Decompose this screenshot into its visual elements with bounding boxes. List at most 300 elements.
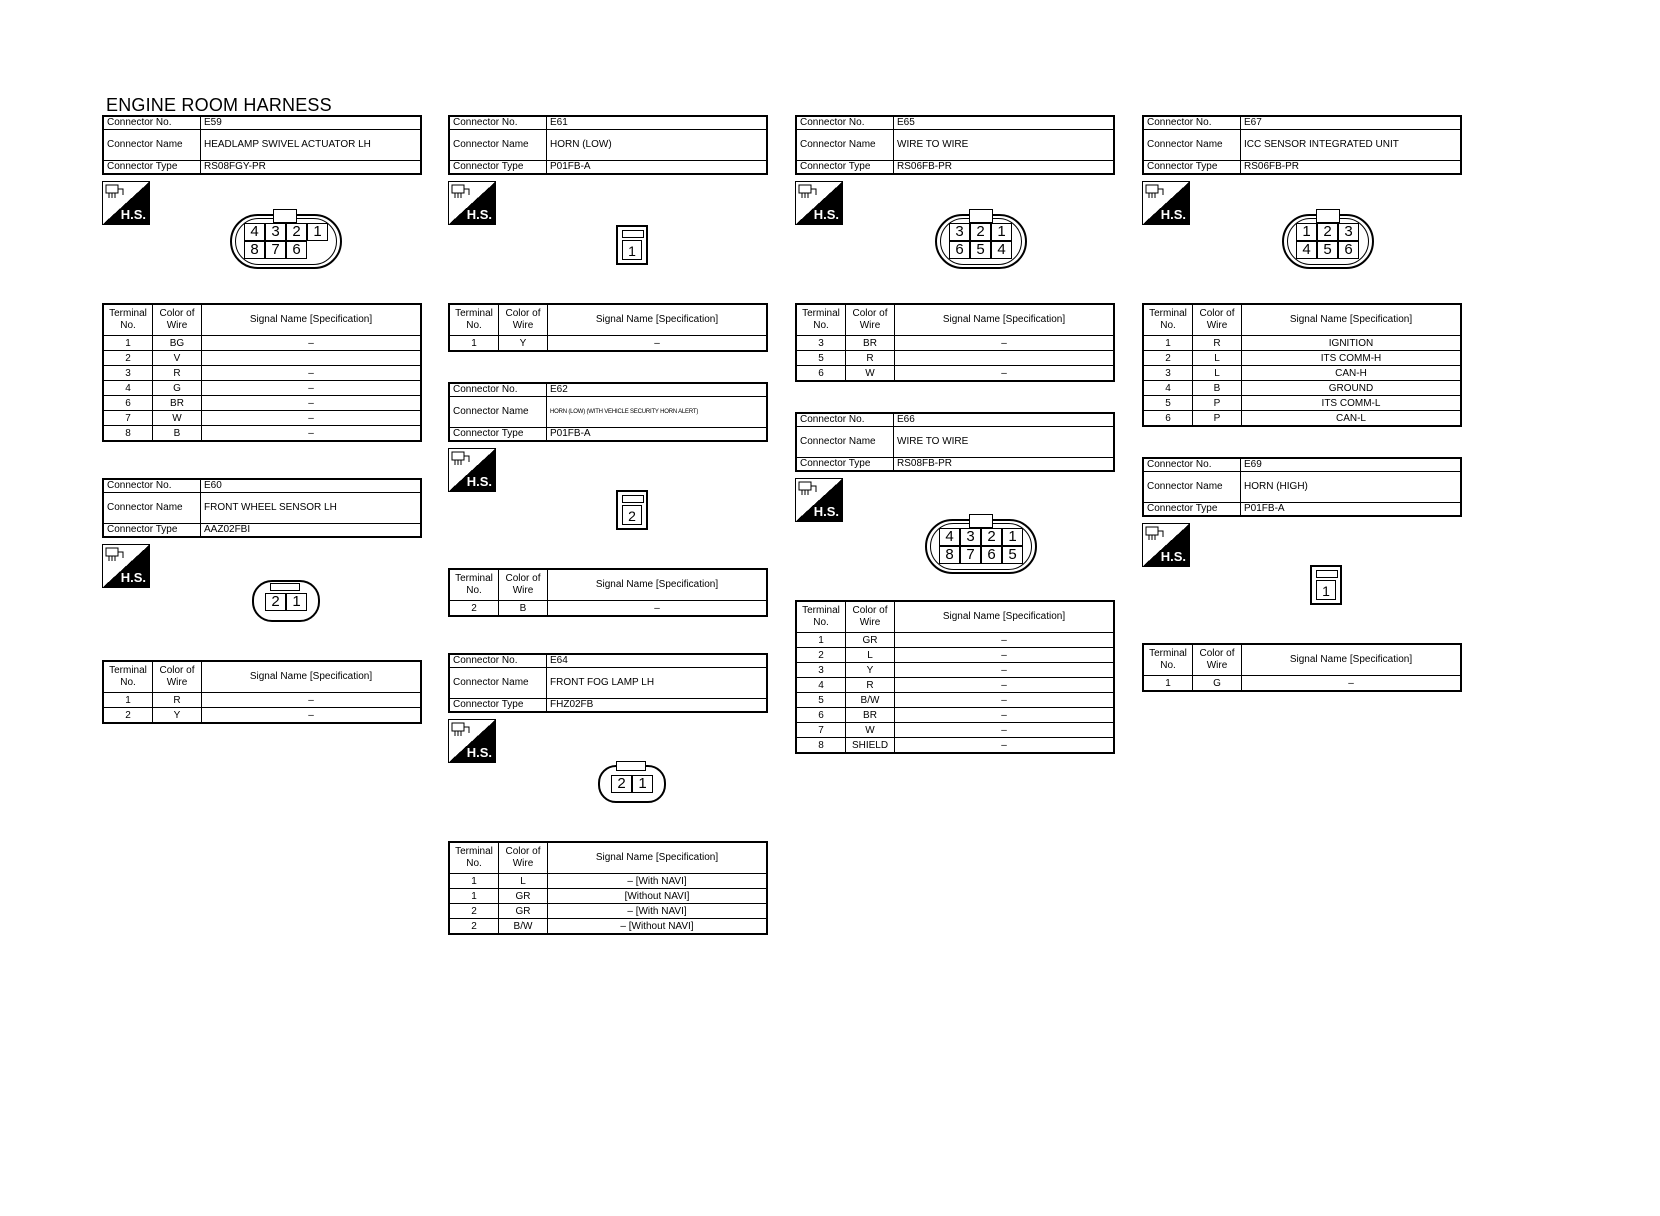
connector-info-e67: [1142, 115, 1462, 175]
label-connector-name: Connector Name: [1143, 472, 1241, 503]
pin: 4: [991, 241, 1012, 259]
pin: 5: [970, 241, 991, 259]
label-connector-type: Connector Type: [449, 699, 547, 713]
hs-label: H.S.: [813, 207, 839, 222]
signal-name: –: [202, 411, 422, 426]
header-signal-name: Signal Name [Specification]: [895, 601, 1115, 633]
terminal-table-e59: [102, 303, 422, 442]
connector-name: HORN (HIGH): [1241, 472, 1462, 503]
connector-symbol-icon: [451, 450, 471, 468]
pin: 4: [244, 223, 265, 241]
terminal-table-e61: [448, 303, 768, 352]
terminal-no: 1: [1143, 336, 1193, 351]
wire-color: R: [846, 678, 895, 693]
signal-name: –: [895, 678, 1115, 693]
wire-color: R: [153, 693, 202, 708]
signal-name: –: [548, 601, 768, 617]
column-2: [448, 115, 768, 935]
label-connector-name: Connector Name: [103, 493, 201, 524]
wire-color: P: [1193, 411, 1242, 427]
label-connector-no: Connector No.: [449, 383, 547, 397]
wire-color: GR: [846, 633, 895, 648]
signal-name: ITS COMM-L: [1242, 396, 1462, 411]
label-connector-name: Connector Name: [103, 130, 201, 161]
terminal-no: 7: [796, 723, 846, 738]
connector-type: P01FB-A: [547, 161, 768, 175]
label-connector-type: Connector Type: [449, 428, 547, 442]
table-row: [449, 874, 767, 889]
connector-block-e66: [795, 412, 1115, 754]
signal-name: –: [895, 738, 1115, 754]
table-row: [1143, 351, 1461, 366]
terminal-no: 8: [103, 426, 153, 442]
pin: 6: [286, 241, 307, 259]
signal-name: –: [202, 693, 422, 708]
table-row: [103, 351, 421, 366]
table-row: [103, 426, 421, 442]
connector-diagram-e66: [925, 514, 1037, 574]
pin: 4: [1296, 241, 1317, 259]
column-4: [1142, 115, 1462, 692]
label-connector-name: Connector Name: [1143, 130, 1241, 161]
terminal-no: 4: [796, 678, 846, 693]
pin: 2: [265, 593, 286, 611]
terminal-no: 5: [796, 693, 846, 708]
connector-block-e61: [448, 115, 768, 352]
header-color-of-wire: Color of Wire: [153, 661, 202, 693]
pin: 1: [632, 775, 653, 793]
signal-name: –: [202, 366, 422, 381]
pin: 3: [1338, 223, 1359, 241]
connector-name: HORN (LOW): [547, 130, 768, 161]
table-row: [449, 889, 767, 904]
connector-diagram-e64: [598, 761, 666, 803]
terminal-no: 5: [796, 351, 846, 366]
terminal-no: 2: [449, 919, 499, 935]
signal-name: –: [548, 336, 768, 352]
hs-badge: [102, 181, 150, 225]
wire-color: W: [153, 411, 202, 426]
terminal-no: 3: [796, 663, 846, 678]
label-connector-type: Connector Type: [1143, 161, 1241, 175]
table-row: [449, 919, 767, 935]
connector-type: RS08FB-PR: [894, 458, 1115, 472]
connector-info-e64: [448, 653, 768, 713]
connector-name: HEADLAMP SWIVEL ACTUATOR LH: [201, 130, 422, 161]
signal-name: GROUND: [1242, 381, 1462, 396]
label-connector-no: Connector No.: [796, 116, 894, 130]
connector-diagram-e62: [616, 490, 648, 530]
connector-info-e65: [795, 115, 1115, 175]
wire-color: R: [1193, 336, 1242, 351]
terminal-no: 8: [796, 738, 846, 754]
wire-color: P: [1193, 396, 1242, 411]
connector-no: E66: [894, 413, 1115, 427]
connector-block-e59: [102, 115, 422, 442]
label-connector-no: Connector No.: [449, 654, 547, 668]
header-signal-name: Signal Name [Specification]: [1242, 644, 1462, 676]
connector-diagram-e60: [252, 580, 320, 622]
table-row: [1143, 676, 1461, 692]
pin: 6: [1338, 241, 1359, 259]
header-signal-name: Signal Name [Specification]: [548, 842, 768, 874]
connector-latch: [969, 209, 993, 223]
pin: 2: [622, 505, 642, 525]
label-connector-no: Connector No.: [103, 116, 201, 130]
connector-latch: [1316, 570, 1338, 578]
terminal-no: 2: [1143, 351, 1193, 366]
terminal-no: 6: [796, 366, 846, 382]
connector-type: P01FB-A: [547, 428, 768, 442]
connector-latch: [622, 495, 644, 503]
terminal-table-e66: [795, 600, 1115, 754]
connector-symbol-icon: [105, 546, 125, 564]
table-row: [449, 904, 767, 919]
connector-latch: [622, 230, 644, 238]
pin: 2: [981, 528, 1002, 546]
connector-info-e69: [1142, 457, 1462, 517]
table-row: [796, 708, 1114, 723]
connector-no: E64: [547, 654, 768, 668]
wire-color: B/W: [499, 919, 548, 935]
terminal-no: 2: [449, 904, 499, 919]
signal-name: –: [895, 723, 1115, 738]
signal-name: – [With NAVI]: [548, 874, 768, 889]
signal-name: [895, 351, 1115, 366]
wire-color: B/W: [846, 693, 895, 708]
terminal-no: 1: [103, 336, 153, 351]
signal-name: –: [202, 708, 422, 724]
terminal-table-e60: [102, 660, 422, 724]
connector-name: FRONT FOG LAMP LH: [547, 668, 768, 699]
label-connector-no: Connector No.: [796, 413, 894, 427]
table-row: [796, 648, 1114, 663]
pin: 2: [611, 775, 632, 793]
pin: 5: [1317, 241, 1338, 259]
header-terminal-no: Terminal No.: [449, 842, 499, 874]
signal-name: –: [895, 693, 1115, 708]
table-row: [103, 396, 421, 411]
label-connector-type: Connector Type: [449, 161, 547, 175]
terminal-no: 6: [796, 708, 846, 723]
wire-color: L: [846, 648, 895, 663]
signal-name: –: [202, 426, 422, 442]
connector-block-e65: [795, 115, 1115, 382]
signal-name: CAN-L: [1242, 411, 1462, 427]
terminal-no: 3: [796, 336, 846, 351]
wire-color: V: [153, 351, 202, 366]
header-color-of-wire: Color of Wire: [846, 601, 895, 633]
connector-latch: [616, 761, 646, 771]
column-1: [102, 115, 422, 724]
connector-name: WIRE TO WIRE: [894, 130, 1115, 161]
pin: 8: [939, 546, 960, 564]
pin: 2: [970, 223, 991, 241]
label-connector-name: Connector Name: [796, 427, 894, 458]
header-signal-name: Signal Name [Specification]: [202, 661, 422, 693]
pin: 3: [960, 528, 981, 546]
wire-color: W: [846, 723, 895, 738]
connector-type: FHZ02FB: [547, 699, 768, 713]
connector-info-e59: [102, 115, 422, 175]
hs-badge: [448, 719, 496, 763]
header-terminal-no: Terminal No.: [1143, 304, 1193, 336]
table-row: [103, 381, 421, 396]
signal-name: –: [1242, 676, 1462, 692]
pin: 1: [286, 593, 307, 611]
pin: 2: [1317, 223, 1338, 241]
label-connector-type: Connector Type: [796, 458, 894, 472]
connector-type: RS06FB-PR: [1241, 161, 1462, 175]
connector-block-e60: [102, 478, 422, 724]
header-signal-name: Signal Name [Specification]: [548, 569, 768, 601]
header-terminal-no: Terminal No.: [103, 304, 153, 336]
connector-info-e62: [448, 382, 768, 442]
connector-latch: [969, 514, 993, 528]
pin: 3: [265, 223, 286, 241]
signal-name: – [Without NAVI]: [548, 919, 768, 935]
connector-name: HORN (LOW) (WITH VEHICLE SECURITY HORN ALERT): [547, 397, 768, 428]
table-row: [796, 336, 1114, 351]
connector-symbol-icon: [451, 183, 471, 201]
pin: 1: [622, 240, 642, 260]
signal-name: –: [895, 648, 1115, 663]
connector-latch: [270, 583, 300, 591]
pin: 3: [949, 223, 970, 241]
connector-symbol-icon: [1145, 183, 1165, 201]
signal-name: IGNITION: [1242, 336, 1462, 351]
terminal-no: 1: [1143, 676, 1193, 692]
header-terminal-no: Terminal No.: [796, 601, 846, 633]
connector-diagram-e59: [230, 209, 342, 269]
connector-symbol-icon: [798, 480, 818, 498]
pin: 7: [960, 546, 981, 564]
header-terminal-no: Terminal No.: [796, 304, 846, 336]
label-connector-no: Connector No.: [449, 116, 547, 130]
wire-color: BR: [846, 336, 895, 351]
wire-color: R: [153, 366, 202, 381]
table-row: [1143, 396, 1461, 411]
signal-name: –: [895, 708, 1115, 723]
page-title: ENGINE ROOM HARNESS: [106, 95, 332, 115]
wire-color: SHIELD: [846, 738, 895, 754]
connector-symbol-icon: [1145, 525, 1165, 543]
terminal-no: 3: [1143, 366, 1193, 381]
signal-name: –: [202, 381, 422, 396]
signal-name: –: [895, 336, 1115, 351]
label-connector-type: Connector Type: [103, 524, 201, 538]
terminal-no: 2: [103, 351, 153, 366]
connector-no: E67: [1241, 116, 1462, 130]
column-3: [795, 115, 1115, 754]
label-connector-no: Connector No.: [1143, 116, 1241, 130]
wire-color: B: [1193, 381, 1242, 396]
wire-color: R: [846, 351, 895, 366]
connector-info-e60: [102, 478, 422, 538]
label-connector-name: Connector Name: [449, 130, 547, 161]
pin: 6: [949, 241, 970, 259]
connector-type: RS08FGY-PR: [201, 161, 422, 175]
hs-badge: [795, 478, 843, 522]
connector-block-e64: [448, 653, 768, 935]
wire-color: Y: [153, 708, 202, 724]
connector-diagram-e65: [935, 209, 1027, 269]
connector-no: E69: [1241, 458, 1462, 472]
wire-color: L: [1193, 351, 1242, 366]
hs-badge: [448, 181, 496, 225]
terminal-no: 1: [449, 889, 499, 904]
connector-diagram-e67: [1282, 209, 1374, 269]
header-terminal-no: Terminal No.: [103, 661, 153, 693]
header-signal-name: Signal Name [Specification]: [202, 304, 422, 336]
signal-name: –: [895, 366, 1115, 382]
signal-name: [Without NAVI]: [548, 889, 768, 904]
header-color-of-wire: Color of Wire: [1193, 644, 1242, 676]
pin: 4: [939, 528, 960, 546]
terminal-table-e67: [1142, 303, 1462, 427]
header-signal-name: Signal Name [Specification]: [1242, 304, 1462, 336]
signal-name: ITS COMM-H: [1242, 351, 1462, 366]
connector-block-e67: [1142, 115, 1462, 427]
label-connector-no: Connector No.: [1143, 458, 1241, 472]
signal-name: –: [895, 633, 1115, 648]
label-connector-name: Connector Name: [449, 668, 547, 699]
wire-color: GR: [499, 904, 548, 919]
hs-label: H.S.: [120, 570, 146, 585]
pin: 6: [981, 546, 1002, 564]
connector-type: P01FB-A: [1241, 503, 1462, 517]
wire-color: L: [1193, 366, 1242, 381]
label-connector-name: Connector Name: [449, 397, 547, 428]
hs-badge: [795, 181, 843, 225]
hs-label: H.S.: [466, 474, 492, 489]
connector-type: AAZ02FBI: [201, 524, 422, 538]
terminal-no: 7: [103, 411, 153, 426]
signal-name: –: [202, 396, 422, 411]
connector-name: FRONT WHEEL SENSOR LH: [201, 493, 422, 524]
wire-color: BG: [153, 336, 202, 351]
table-row: [796, 663, 1114, 678]
wire-color: B: [499, 601, 548, 617]
header-terminal-no: Terminal No.: [449, 304, 499, 336]
table-row: [1143, 381, 1461, 396]
table-row: [796, 633, 1114, 648]
connector-info-e61: [448, 115, 768, 175]
header-color-of-wire: Color of Wire: [1193, 304, 1242, 336]
hs-badge: [1142, 523, 1190, 567]
pin: 2: [286, 223, 307, 241]
hs-label: H.S.: [1160, 207, 1186, 222]
terminal-no: 1: [796, 633, 846, 648]
wire-color: Y: [499, 336, 548, 352]
wire-color: Y: [846, 663, 895, 678]
wire-color: BR: [846, 708, 895, 723]
header-color-of-wire: Color of Wire: [499, 569, 548, 601]
connector-block-e62: [448, 382, 768, 617]
hs-label: H.S.: [1160, 549, 1186, 564]
wire-color: W: [846, 366, 895, 382]
header-color-of-wire: Color of Wire: [499, 304, 548, 336]
terminal-no: 6: [103, 396, 153, 411]
connector-latch: [273, 209, 297, 223]
wire-color: B: [153, 426, 202, 442]
header-terminal-no: Terminal No.: [1143, 644, 1193, 676]
table-row: [103, 366, 421, 381]
pin: 8: [244, 241, 265, 259]
signal-name: – [With NAVI]: [548, 904, 768, 919]
connector-no: E65: [894, 116, 1115, 130]
terminal-table-e62: [448, 568, 768, 617]
pin: 7: [265, 241, 286, 259]
table-row: [796, 678, 1114, 693]
terminal-no: 6: [1143, 411, 1193, 427]
connector-symbol-icon: [798, 183, 818, 201]
signal-name: –: [895, 663, 1115, 678]
header-signal-name: Signal Name [Specification]: [548, 304, 768, 336]
terminal-no: 2: [103, 708, 153, 724]
label-connector-name: Connector Name: [796, 130, 894, 161]
connector-symbol-icon: [451, 721, 471, 739]
wire-color: BR: [153, 396, 202, 411]
table-row: [1143, 366, 1461, 381]
table-row: [1143, 411, 1461, 427]
connector-info-e66: [795, 412, 1115, 472]
hs-badge: [102, 544, 150, 588]
hs-badge: [448, 448, 496, 492]
table-row: [449, 601, 767, 617]
label-connector-type: Connector Type: [1143, 503, 1241, 517]
label-connector-type: Connector Type: [796, 161, 894, 175]
signal-name: [202, 351, 422, 366]
table-row: [103, 693, 421, 708]
header-color-of-wire: Color of Wire: [153, 304, 202, 336]
header-color-of-wire: Color of Wire: [499, 842, 548, 874]
table-row: [103, 336, 421, 351]
terminal-table-e69: [1142, 643, 1462, 692]
pin: 1: [1002, 528, 1023, 546]
connector-no: E59: [201, 116, 422, 130]
hs-label: H.S.: [466, 745, 492, 760]
connector-name: ICC SENSOR INTEGRATED UNIT: [1241, 130, 1462, 161]
terminal-no: 5: [1143, 396, 1193, 411]
connector-diagram-e69: [1310, 565, 1342, 605]
hs-badge: [1142, 181, 1190, 225]
pin: 1: [307, 223, 328, 241]
terminal-no: 2: [796, 648, 846, 663]
terminal-no: 4: [103, 381, 153, 396]
table-row: [796, 738, 1114, 754]
table-row: [1143, 336, 1461, 351]
table-row: [796, 366, 1114, 382]
terminal-no: 1: [449, 874, 499, 889]
table-row: [796, 693, 1114, 708]
header-terminal-no: Terminal No.: [449, 569, 499, 601]
terminal-no: 1: [103, 693, 153, 708]
wire-color: G: [153, 381, 202, 396]
connector-latch: [1316, 209, 1340, 223]
table-row: [449, 336, 767, 352]
pin: 5: [1002, 546, 1023, 564]
connector-symbol-icon: [105, 183, 125, 201]
hs-label: H.S.: [466, 207, 492, 222]
terminal-no: 3: [103, 366, 153, 381]
terminal-no: 2: [449, 601, 499, 617]
terminal-table-e65: [795, 303, 1115, 382]
connector-diagram-e61: [616, 225, 648, 265]
connector-type: RS06FB-PR: [894, 161, 1115, 175]
connector-no: E62: [547, 383, 768, 397]
pin: 1: [1316, 580, 1336, 600]
